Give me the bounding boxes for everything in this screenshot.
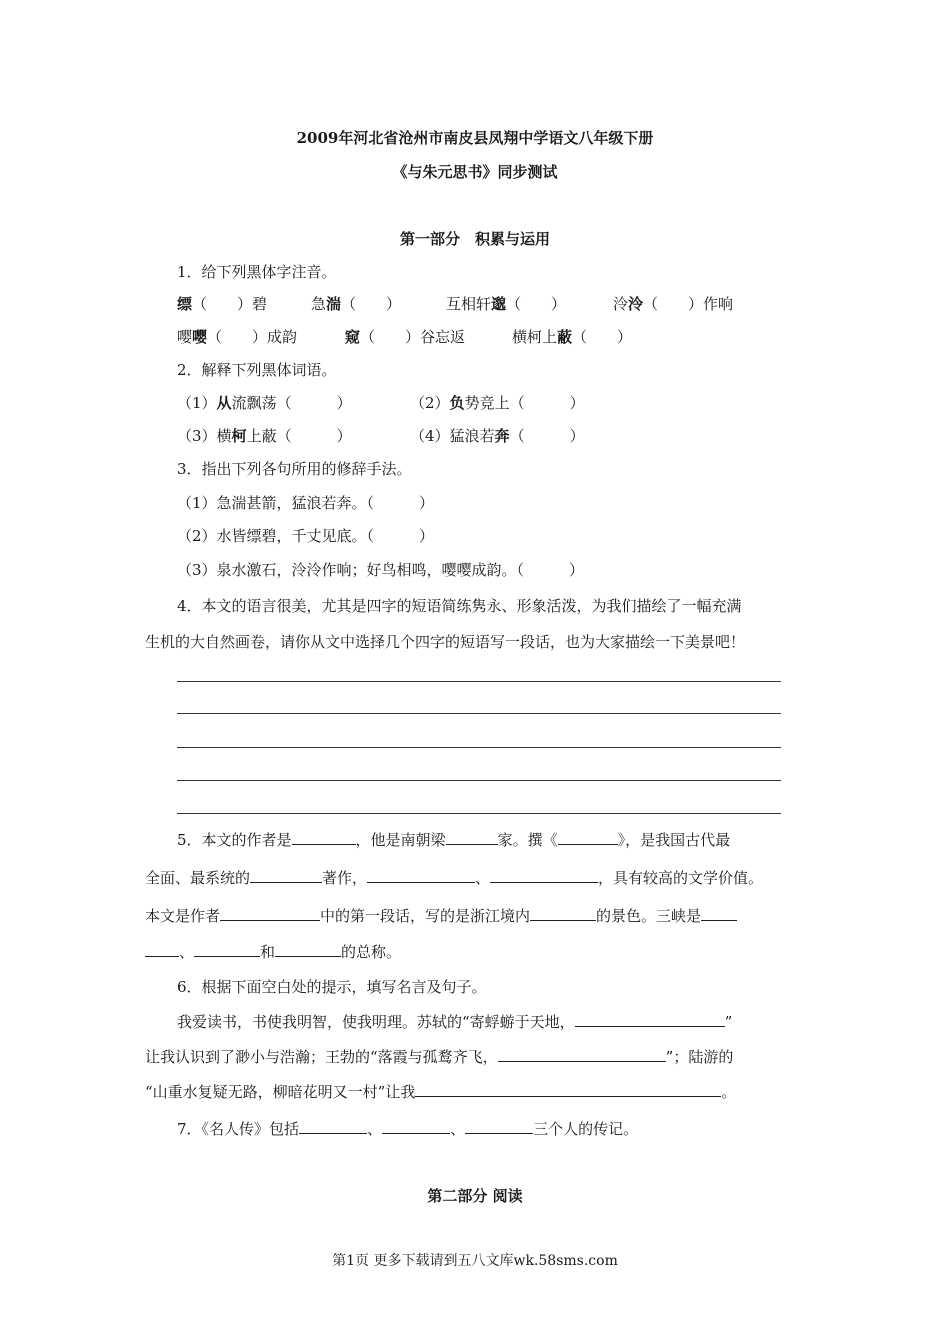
fill-blank[interactable] bbox=[250, 868, 322, 883]
q1-item-1: 缥（ ）碧 bbox=[177, 295, 268, 313]
fill-blank[interactable] bbox=[558, 830, 618, 845]
fill-blank[interactable] bbox=[415, 1082, 721, 1097]
fill-blank[interactable] bbox=[367, 868, 475, 883]
fill-blank[interactable] bbox=[220, 906, 320, 921]
answer-line[interactable] bbox=[177, 681, 781, 682]
doc-title-line1: 2009年河北省沧州市南皮县凤翔中学语文八年级下册 bbox=[296, 129, 654, 147]
fill-blank[interactable] bbox=[575, 1012, 725, 1027]
q6-line-3: “山重水复疑无路，柳暗花明又一村”让我 。 bbox=[145, 1083, 737, 1101]
q1-item-7: 横柯上蔽（ ） bbox=[512, 328, 633, 346]
answer-line[interactable] bbox=[177, 713, 781, 714]
part2-heading: 第二部分 阅读 bbox=[427, 1187, 523, 1205]
q4-line-1: 4．本文的语言很美，尤其是四字的短语简练隽永、形象活泼，为我们描绘了一幅充满 bbox=[177, 597, 742, 615]
q2-item-2: （2）负势竞上（ ） bbox=[410, 394, 585, 412]
q5-line-1: 5．本文的作者是 ，他是南朝梁 家。撰《 》，是我国古代最 bbox=[177, 831, 731, 849]
answer-line[interactable] bbox=[177, 747, 781, 748]
q1-item-5: 嘤嘤（ ）成韵 bbox=[177, 328, 298, 346]
q1-item-2: 急湍（ ） bbox=[311, 295, 402, 313]
fill-blank[interactable] bbox=[299, 1119, 367, 1134]
q1-item-6: 窥（ ）谷忘返 bbox=[345, 328, 466, 346]
q6-line-1: 我爱读书，书使我明智，使我明理。苏轼的“寄蜉蝣于天地， ” bbox=[177, 1013, 733, 1031]
q2-stem: 2．解释下列黑体词语。 bbox=[177, 361, 337, 379]
q1-stem: 1．给下列黑体字注音。 bbox=[177, 263, 337, 281]
q3-item-2: （2）水皆缥碧，千丈见底。（ ） bbox=[177, 527, 435, 545]
q5-line-3: 本文是作者 中的第一段话，写的是浙江境内 的景色。三峡是 bbox=[145, 906, 737, 926]
q6-stem: 6．根据下面空白处的提示，填写名言及句子。 bbox=[177, 978, 487, 996]
answer-line[interactable] bbox=[177, 813, 781, 814]
q1-item-3: 互相轩邈（ ） bbox=[446, 295, 567, 313]
fill-blank[interactable] bbox=[275, 942, 341, 957]
q3-item-3: （3）泉水激石，泠泠作响；好鸟相鸣，嘤嘤成韵。（ ） bbox=[177, 561, 585, 579]
fill-blank[interactable] bbox=[145, 942, 179, 957]
fill-blank[interactable] bbox=[490, 868, 598, 883]
fill-blank[interactable] bbox=[382, 1119, 450, 1134]
q3-item-1: （1）急湍甚箭，猛浪若奔。（ ） bbox=[177, 494, 435, 512]
page-footer: 第1页 更多下载请到五八文库wk.58sms.com bbox=[332, 1253, 618, 1269]
q3-stem: 3．指出下列各句所用的修辞手法。 bbox=[177, 460, 412, 478]
q2-item-1: （1）从流飘荡（ ） bbox=[177, 394, 352, 412]
q5-line-2: 全面、最系统的 著作， 、 ，具有较高的文学价值。 bbox=[145, 869, 764, 887]
part1-heading: 第一部分 积累与运用 bbox=[399, 230, 550, 248]
q7-line: 7．《名人传》包括 、 、 三个人的传记。 bbox=[177, 1120, 639, 1138]
fill-blank[interactable] bbox=[701, 906, 737, 921]
fill-blank[interactable] bbox=[446, 830, 498, 845]
q1-item-4: 泠泠（ ）作响 bbox=[613, 295, 734, 313]
doc-title-line2: 《与朱元思书》同步测试 bbox=[392, 163, 558, 181]
fill-blank[interactable] bbox=[498, 1047, 666, 1062]
fill-blank[interactable] bbox=[465, 1119, 533, 1134]
q6-line-2: 让我认识到了渺小与浩瀚；王勃的“落霞与孤鹜齐飞， ”；陆游的 bbox=[145, 1048, 734, 1066]
q2-item-3: （3）横柯上蔽（ ） bbox=[177, 427, 352, 445]
q2-item-4: （4）猛浪若奔（ ） bbox=[410, 427, 585, 445]
q4-line-2: 生机的大自然画卷，请你从文中选择几个四字的短语写一段话，也为大家描绘一下美景吧！ bbox=[145, 633, 746, 651]
fill-blank[interactable] bbox=[292, 830, 356, 845]
fill-blank[interactable] bbox=[530, 906, 596, 921]
answer-line[interactable] bbox=[177, 780, 781, 781]
q5-line-4: 、 和 的总称。 bbox=[145, 942, 401, 962]
fill-blank[interactable] bbox=[194, 942, 260, 957]
